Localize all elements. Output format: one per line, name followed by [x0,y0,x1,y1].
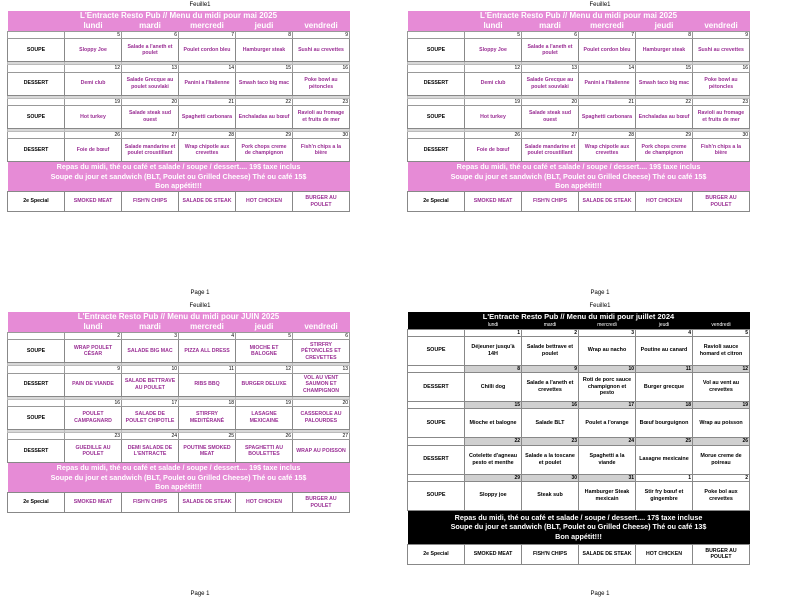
dish-cell: PAIN DE VIANDE [65,373,122,396]
dish-cell: Spaghetti a la viande [579,445,636,474]
dish-cell: RIBS BBQ [179,373,236,396]
date-cell: 13 [293,366,350,373]
date-cell: 16 [65,399,122,406]
date-cell: 11 [179,366,236,373]
dish-cell: Chilli dog [465,373,522,402]
promo-banner [8,162,350,192]
dish-cell: Salade mandarine et poulet croustillant [522,139,579,162]
promo-line: Bon appétit!!! [155,482,202,492]
row-label: DESSERT [8,139,65,162]
dish-cell: Hamburger steak [236,39,293,62]
date-cell: 16 [693,65,750,72]
date-cell: 28 [179,131,236,138]
dish-cell: Ravioli sauce homard et citron [693,336,750,365]
dish-cell: Poulet a l'orange [579,409,636,438]
promo-banner [408,162,750,192]
dish-cell: Ravioli au fromage et fruits de mer [293,105,350,128]
dish-cell: Ravioli au fromage et fruits de mer [693,105,750,128]
dish-cell: Smash taco big mac [636,72,693,95]
special-item: BURGER AU POULET [293,493,350,513]
row-label: SOUPE [8,340,65,363]
date-cell: 23 [522,438,579,445]
page-number-label: Page 1 [590,591,610,597]
date-cell: 20 [122,98,179,105]
sheet-name-label: Feuille1 [189,2,211,8]
row-label: SOUPE [408,105,465,128]
dish-cell: Déjeuner jusqu'à 14H [465,336,522,365]
dish-cell: Salade mandarine et poulet croustillant [122,139,179,162]
dish-cell: Foie de bœuf [65,139,122,162]
dish-cell: Steak sub [522,481,579,510]
date-cell: 22 [236,98,293,105]
day-header: lundi [465,322,522,329]
sheet-name-label: Feuille1 [589,2,611,8]
date-cell: 6 [522,32,579,39]
date-cell: 16 [522,402,579,409]
special-item: HOT CHICKEN [236,493,293,513]
dish-cell: Pork chops creme de champignon [636,139,693,162]
day-header: vendredi [293,322,350,333]
dish-cell: Poulet cordon bleu [179,39,236,62]
date-cell: 24 [122,432,179,439]
special-item: HOT CHICKEN [636,192,693,212]
date-cell: 19 [236,399,293,406]
dish-cell: Salade Grecque au poulet souvlaki [522,72,579,95]
promo-line: Soupe du jour et sandwich (BLT, Poulet ou Grilled Cheese) Thé ou café 15$ [50,171,307,181]
date-cell: 8 [636,32,693,39]
date-cell: 26 [65,131,122,138]
date-cell: 6 [293,333,350,340]
date-cell: 9 [693,32,750,39]
row-label: DESSERT [408,373,465,402]
row-label: SOUPE [408,39,465,62]
special-label: 2e Special [408,544,465,564]
dish-cell: Salade a l'aneth et poulet [122,39,179,62]
special-item: HOT CHICKEN [236,192,293,212]
dish-cell: Sloppy Joe [65,39,122,62]
date-cell: 7 [579,32,636,39]
day-header: lundi [65,21,122,32]
date-cell: 15 [236,65,293,72]
date-cell: 1 [636,474,693,481]
special-item: SALADE DE STEAK [179,493,236,513]
dish-cell: Poke bowl au pétoncles [693,72,750,95]
day-header: mercredi [179,322,236,333]
dish-cell: SALADE DE POULET CHIPOTLE [122,406,179,429]
promo-line: Repas du midi, thé ou café et salade / soupe / dessert.... 19$ taxe inclus [56,162,301,171]
day-header: vendredi [293,21,350,32]
dish-cell: Panini a l'Italienne [579,72,636,95]
dish-cell: Wrap au nacho [579,336,636,365]
dish-cell: Smash taco big mac [236,72,293,95]
date-cell: 13 [522,65,579,72]
date-cell: 12 [465,65,522,72]
date-cell: 28 [579,131,636,138]
promo-banner [408,510,750,544]
menu-title: L'Entracte Resto Pub // Menu du midi pour juillet 2024 [408,312,750,322]
dish-cell: Foie de bœuf [465,139,522,162]
dish-cell: Lasagne mexicaine [636,445,693,474]
dish-cell: Poke bowl au pétoncles [293,72,350,95]
dish-cell: Salade BLT [522,409,579,438]
dish-cell: BURGER DELUXE [236,373,293,396]
menu-title: L'Entracte Resto Pub // Menu du midi pour mai 2025 [408,11,750,21]
dish-cell: Salade a l'aneth et crevettes [522,373,579,402]
dish-cell: Hamburger steak [636,39,693,62]
special-label: 2e Special [408,192,465,212]
date-cell: 26 [693,438,750,445]
date-cell: 30 [293,131,350,138]
day-header: mercredi [179,21,236,32]
date-cell: 12 [236,366,293,373]
date-cell: 12 [65,65,122,72]
row-label: DESSERT [8,373,65,396]
dish-cell: Roti de porc sauce champignon et pesto [579,373,636,402]
date-cell: 22 [636,98,693,105]
day-header: mercredi [579,21,636,32]
menu-sheet-may-2025-copy [407,11,750,212]
row-label: SOUPE [8,105,65,128]
dish-cell: Salade steak sud ouest [122,105,179,128]
dish-cell: Hot turkey [65,105,122,128]
dish-cell: Poke bol aux crevettes [693,481,750,510]
special-item: SMOKED MEAT [65,493,122,513]
special-label: 2e Special [8,192,65,212]
promo-line: Bon appétit!!! [555,181,602,191]
dish-cell: Panini a l'Italienne [179,72,236,95]
special-label: 2e Special [8,493,65,513]
date-cell: 26 [236,432,293,439]
date-cell: 20 [293,399,350,406]
menu-sheet-may-2025 [7,11,350,212]
dish-cell: Morue creme de poireau [693,445,750,474]
special-item: FISH'N CHIPS [122,493,179,513]
dish-cell: Salade steak sud ouest [522,105,579,128]
date-cell: 6 [122,32,179,39]
row-label: DESSERT [408,72,465,95]
day-header: mardi [122,322,179,333]
dish-cell: Sushi au crevettes [293,39,350,62]
menu-title: L'Entracte Resto Pub // Menu du midi pour JUIN 2025 [8,312,350,322]
special-item: SMOKED MEAT [465,192,522,212]
date-cell: 23 [293,98,350,105]
promo-line: Soupe du jour et sandwich (BLT, Poulet ou Grilled Cheese) Thé ou café 15$ [450,171,707,181]
date-cell: 2 [65,333,122,340]
dish-cell: VOL AU VENT SAUMON ET CHAMPIGNON [293,373,350,396]
dish-cell: Hot turkey [465,105,522,128]
special-item: HOT CHICKEN [636,544,693,564]
special-item: FISH'N CHIPS [522,544,579,564]
date-cell: 9 [65,366,122,373]
dish-cell: Burger grecque [636,373,693,402]
date-cell: 30 [522,474,579,481]
dish-cell: Spaghetti carbonara [579,105,636,128]
date-cell: 1 [465,329,522,336]
date-cell: 14 [179,65,236,72]
dish-cell: SPAGHETTI AU BOULETTES [236,440,293,463]
date-cell: 7 [179,32,236,39]
page-number-label: Page 1 [190,290,210,296]
row-label: DESSERT [408,445,465,474]
day-header: jeudi [236,21,293,32]
date-cell: 18 [179,399,236,406]
special-item: SALADE DE STEAK [579,192,636,212]
date-cell: 27 [122,131,179,138]
menu-title: L'Entracte Resto Pub // Menu du midi pour mai 2025 [8,11,350,21]
dish-cell: DEMI SALADE DE L'ENTRACTE [122,440,179,463]
row-label: SOUPE [408,336,465,365]
day-header: mardi [522,322,579,329]
dish-cell: Wrap chipotle aux crevettes [179,139,236,162]
row-label: DESSERT [408,139,465,162]
special-item: BURGER AU POULET [693,192,750,212]
special-item: BURGER AU POULET [293,192,350,212]
special-item: SALADE DE STEAK [579,544,636,564]
date-cell: 5 [236,333,293,340]
special-item: SMOKED MEAT [65,192,122,212]
sheet-name-label: Feuille1 [589,303,611,309]
dish-cell: Mioche et balogne [465,409,522,438]
promo-line: Bon appétit!!! [555,532,602,542]
date-cell: 23 [65,432,122,439]
dish-cell: Pork chops creme de champignon [236,139,293,162]
date-cell: 27 [522,131,579,138]
promo-banner [8,463,350,493]
dish-cell: Salade a la toscane et poulet [522,445,579,474]
page-number-label: Page 1 [190,591,210,597]
dish-cell: Bœuf bourguignon [636,409,693,438]
date-cell: 16 [293,65,350,72]
dish-cell: Hamburger Steak mexicain [579,481,636,510]
dish-cell: Stir fry bœuf et gingembre [636,481,693,510]
dish-cell: SALADE BETTRAVE AU POULET [122,373,179,396]
dish-cell: Demi club [465,72,522,95]
promo-line: Soupe du jour et sandwich (BLT, Poulet ou Grilled Cheese) Thé ou café 13$ [450,522,707,532]
date-cell: 25 [179,432,236,439]
menu-sheet-july-2024 [407,312,750,565]
row-label: SOUPE [408,481,465,510]
date-cell: 21 [579,98,636,105]
dish-cell: Poulet cordon bleu [579,39,636,62]
date-cell: 26 [465,131,522,138]
dish-cell: PIZZA ALL DRESS [179,340,236,363]
dish-cell: Fish'n chips a la bière [693,139,750,162]
day-header: lundi [465,21,522,32]
date-cell: 18 [636,402,693,409]
date-cell: 3 [579,329,636,336]
day-header: mardi [122,21,179,32]
date-cell: 29 [636,131,693,138]
day-header: jeudi [636,322,693,329]
date-cell: 10 [122,366,179,373]
menu-sheet-june-2025 [7,312,350,513]
date-cell: 23 [693,98,750,105]
dish-cell: SALADE BIG MAC [122,340,179,363]
dish-cell: Cotelette d'agneau pesto et menthe [465,445,522,474]
dish-cell: Sloppy joe [465,481,522,510]
dish-cell: Fish'n chips a la bière [293,139,350,162]
dish-cell: Enchaladas au bœuf [236,105,293,128]
dish-cell: Wrap au poisson [693,409,750,438]
dish-cell: Sloppy Joe [465,39,522,62]
dish-cell: Salade bettrave et poulet [522,336,579,365]
dish-cell: GUEDILLE AU POULET [65,440,122,463]
date-cell: 29 [465,474,522,481]
promo-line: Repas du midi, thé ou café et salade / soupe / dessert.... 19$ taxe inclus [56,463,301,472]
date-cell: 8 [236,32,293,39]
date-cell: 5 [465,32,522,39]
special-item: BURGER AU POULET [693,544,750,564]
page-number-label: Page 1 [590,290,610,296]
date-cell: 15 [465,402,522,409]
dish-cell: Poutine au canard [636,336,693,365]
dish-cell: Enchaladas au bœuf [636,105,693,128]
row-label: DESSERT [8,72,65,95]
promo-line: Repas du midi, thé ou café et salade / soupe / dessert.... 17$ taxe incluse [454,512,703,522]
date-cell: 9 [522,365,579,372]
day-header: jeudi [236,322,293,333]
special-item: SALADE DE STEAK [179,192,236,212]
dish-cell: Wrap chipotle aux crevettes [579,139,636,162]
date-cell: 2 [522,329,579,336]
dish-cell: CASSEROLE AU PALOURDES [293,406,350,429]
date-cell: 25 [636,438,693,445]
row-label: SOUPE [8,39,65,62]
date-cell: 22 [465,438,522,445]
date-cell: 3 [122,333,179,340]
date-cell: 19 [693,402,750,409]
row-label: DESSERT [8,440,65,463]
date-cell: 8 [465,365,522,372]
date-cell: 4 [636,329,693,336]
date-cell: 14 [579,65,636,72]
dish-cell: LASAGNE MEXICAINE [236,406,293,429]
special-item: FISH'N CHIPS [522,192,579,212]
dish-cell: POUTINE SMOKED MEAT [179,440,236,463]
special-item: SMOKED MEAT [465,544,522,564]
date-cell: 17 [122,399,179,406]
date-cell: 4 [179,333,236,340]
date-cell: 10 [579,365,636,372]
dish-cell: POULET CAMPAGNARD [65,406,122,429]
date-cell: 5 [693,329,750,336]
dish-cell: Spaghetti carbonara [179,105,236,128]
dish-cell: WRAP POULET CÉSAR [65,340,122,363]
date-cell: 19 [465,98,522,105]
special-item: FISH'N CHIPS [122,192,179,212]
sheet-name-label: Feuille1 [189,303,211,309]
dish-cell: STIRFRY MEDITÉRANÉ [179,406,236,429]
date-cell: 19 [65,98,122,105]
date-cell: 9 [293,32,350,39]
date-cell: 27 [293,432,350,439]
day-header: vendredi [693,322,750,329]
day-header: mercredi [579,322,636,329]
dish-cell: WRAP AU POISSON [293,440,350,463]
row-label: SOUPE [408,409,465,438]
date-cell: 29 [236,131,293,138]
row-label: SOUPE [8,406,65,429]
date-cell: 17 [579,402,636,409]
dish-cell: Vol au vent au crevettes [693,373,750,402]
date-cell: 31 [579,474,636,481]
promo-line: Soupe du jour et sandwich (BLT, Poulet ou Grilled Cheese) Thé ou café 15$ [50,472,307,482]
date-cell: 11 [636,365,693,372]
day-header: mardi [522,21,579,32]
date-cell: 24 [579,438,636,445]
promo-line: Bon appétit!!! [155,181,202,191]
day-header: vendredi [693,21,750,32]
date-cell: 12 [693,365,750,372]
dish-cell: Salade a l'aneth et poulet [522,39,579,62]
date-cell: 30 [693,131,750,138]
day-header: lundi [65,322,122,333]
dish-cell: Demi club [65,72,122,95]
dish-cell: MIOCHE ET BALOGNE [236,340,293,363]
date-cell: 13 [122,65,179,72]
date-cell: 2 [693,474,750,481]
date-cell: 15 [636,65,693,72]
dish-cell: Sushi au crevettes [693,39,750,62]
promo-line: Repas du midi, thé ou café et salade / soupe / dessert.... 19$ taxe inclus [456,162,701,171]
date-cell: 5 [65,32,122,39]
date-cell: 21 [179,98,236,105]
dish-cell: STIRFRY PÉTONCLES ET CREVETTES [293,340,350,363]
day-header: jeudi [636,21,693,32]
dish-cell: Salade Grecque au poulet souvlaki [122,72,179,95]
date-cell: 20 [522,98,579,105]
